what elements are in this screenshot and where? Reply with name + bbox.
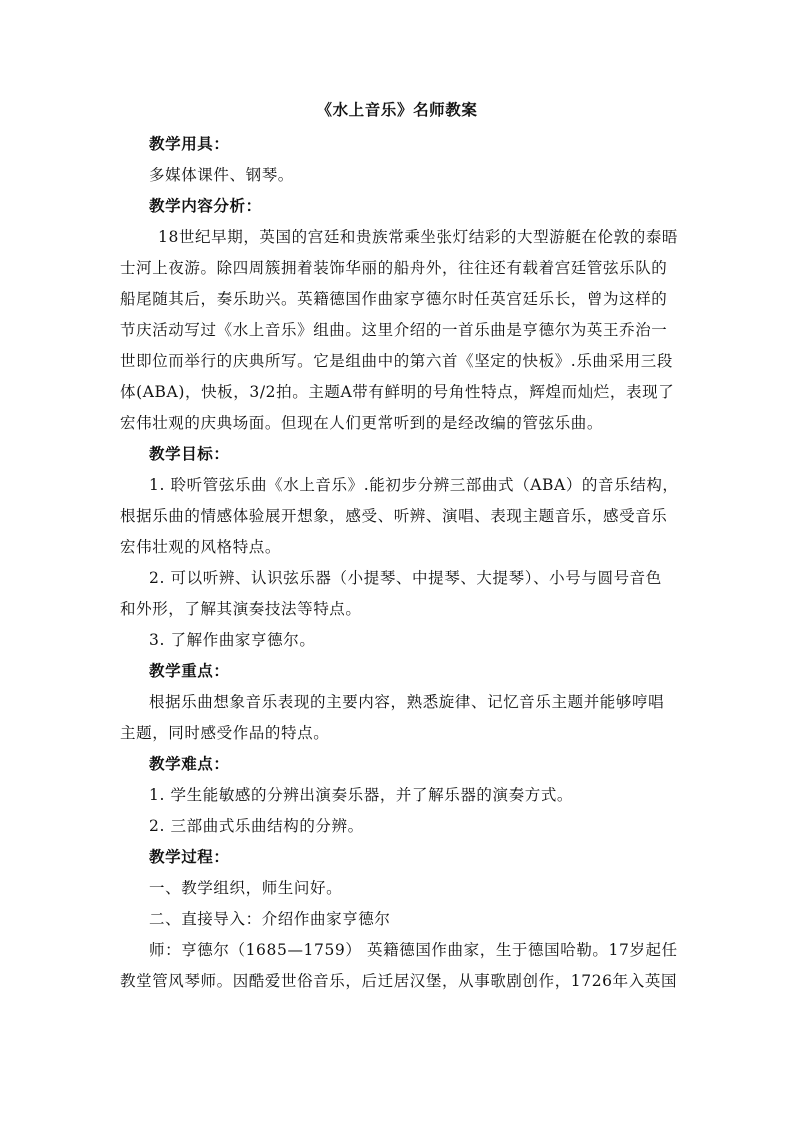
paragraph-line: 和外形，了解其演奏技法等特点。	[120, 600, 362, 618]
heading-teaching-process: 教学过程：	[149, 847, 230, 866]
paragraph-line: 3. 了解作曲家亨德尔。	[149, 631, 316, 649]
paragraph-line: 教堂管风琴师。因酷爱世俗音乐，后迁居汉堡，从事歌剧创作，1726年入英国	[120, 972, 678, 990]
paragraph-line: 世即位而举行的庆典所写。它是组曲中的第六首《坚定的快板》.乐曲采用三段	[120, 352, 673, 370]
paragraph-line: 师：亨德尔（1685—1759） 英籍德国作曲家，生于德国哈勒。17岁起任	[149, 941, 678, 959]
paragraph-line: 节庆活动写过《水上音乐》组曲。这里介绍的一首乐曲是亨德尔为英王乔治一	[120, 321, 668, 339]
paragraph-line: 宏伟壮观的庆典场面。但现在人们更常听到的是经改编的管弦乐曲。	[120, 414, 604, 432]
heading-difficulties: 教学难点：	[149, 754, 230, 773]
document-title: 《水上音乐》名师教案	[316, 100, 478, 119]
paragraph-line: 船尾随其后，奏乐助兴。英籍德国作曲家亨德尔时任英宫廷乐长，曾为这样的	[120, 290, 668, 308]
paragraph-line: 1. 学生能敏感的分辨出演奏乐器，并了解乐器的演奏方式。	[149, 786, 574, 804]
paragraph-line: 1. 聆听管弦乐曲《水上音乐》.能初步分辨三部曲式（ABA）的音乐结构，	[149, 476, 679, 494]
paragraph-line: 多媒体课件、钢琴。	[149, 166, 294, 184]
paragraph-line: 根据乐曲想象音乐表现的主要内容，熟悉旋律、记忆音乐主题并能够哼唱	[149, 693, 665, 711]
paragraph-line: 2. 可以听辨、认识弦乐器（小提琴、中提琴、大提琴）、小号与圆号音色	[149, 569, 662, 587]
heading-key-points: 教学重点：	[149, 661, 230, 680]
paragraph-line: 一、教学组织，师生问好。	[149, 879, 343, 897]
paragraph-line: 18世纪早期，英国的宫廷和贵族常乘坐张灯结彩的大型游艇在伦敦的泰晤	[158, 228, 679, 246]
heading-teaching-tools: 教学用具：	[149, 134, 230, 153]
paragraph-line: 根据乐曲的情感体验展开想象，感受、听辨、演唱、表现主题音乐，感受音乐	[120, 507, 668, 525]
heading-teaching-goals: 教学目标：	[149, 444, 230, 463]
paragraph-line: 体(ABA)，快板，3/2拍。主题A带有鲜明的号角性特点，辉煌而灿烂，表现了	[120, 383, 675, 401]
paragraph-line: 2. 三部曲式乐曲结构的分辨。	[149, 817, 364, 835]
paragraph-line: 士河上夜游。除四周簇拥着装饰华丽的船舟外，往往还有载着宫廷管弦乐队的	[120, 259, 668, 277]
paragraph-line: 主题，同时感受作品的特点。	[120, 724, 330, 742]
heading-content-analysis: 教学内容分析：	[149, 196, 262, 215]
paragraph-line: 二、直接导入：介绍作曲家亨德尔	[149, 910, 391, 928]
paragraph-line: 宏伟壮观的风格特点。	[120, 538, 282, 556]
